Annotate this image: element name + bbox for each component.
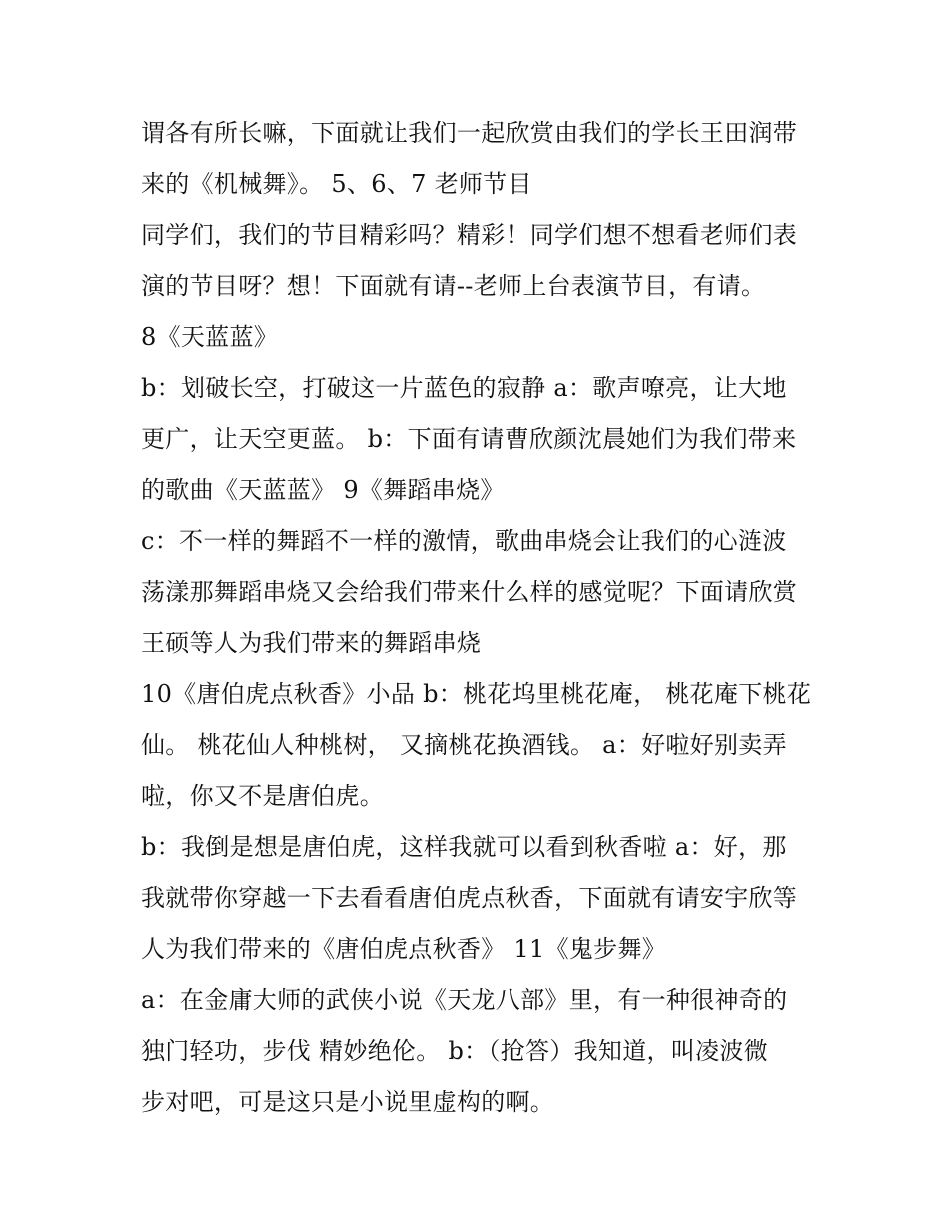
text-line: b：划破长空，打破这一片蓝色的寂静 a：歌声嘹亮，让大地 bbox=[141, 374, 787, 402]
text-line: 仙。 桃花仙人种桃树， 又摘桃花换酒钱。 a：好啦好别卖弄 bbox=[141, 731, 787, 759]
text-line: 独门轻功，步伐 精妙绝伦。 b：（抢答）我知道，叫凌波微 bbox=[141, 1037, 769, 1065]
text-line: 啦，你又不是唐伯虎。 bbox=[141, 782, 384, 810]
text-line: 的歌曲《天蓝蓝》 9《舞蹈串烧》 bbox=[141, 476, 505, 504]
text-line: 10《唐伯虎点秋香》小品 b：桃花坞里桃花庵， 桃花庵下桃花 bbox=[141, 680, 812, 708]
text-line: 我就带你穿越一下去看看唐伯虎点秋香，下面就有请安宇欣等 bbox=[141, 884, 798, 912]
text-line: 步对吧，可是这只是小说里虚构的啊。 bbox=[141, 1088, 555, 1116]
text-line: 更广，让天空更蓝。 b：下面有请曹欣颜沈晨她们为我们带来 bbox=[141, 425, 797, 453]
text-line: 人为我们带来的《唐伯虎点秋香》 11《鬼步舞》 bbox=[141, 935, 667, 963]
text-line: 王硕等人为我们带来的舞蹈串烧 bbox=[141, 629, 482, 657]
text-line: a：在金庸大师的武侠小说《天龙八部》里，有一种很神奇的 bbox=[141, 986, 788, 1014]
text-line: 8《天蓝蓝》 bbox=[141, 323, 279, 351]
text-line: 演的节目呀？想！下面就有请--老师上台表演节目，有请。 bbox=[141, 272, 766, 300]
document-body bbox=[141, 108, 821, 1128]
text-line: 同学们，我们的节目精彩吗？精彩！同学们想不想看老师们表 bbox=[141, 221, 798, 249]
text-line: c：不一样的舞蹈不一样的激情，歌曲串烧会让我们的心涟波 bbox=[141, 527, 787, 555]
text-line: b：我倒是想是唐伯虎，这样我就可以看到秋香啦 a：好，那 bbox=[141, 833, 787, 861]
text-line: 荡漾那舞蹈串烧又会给我们带来什么样的感觉呢？下面请欣赏 bbox=[141, 578, 798, 606]
text-line: 谓各有所长嘛，下面就让我们一起欣赏由我们的学长王田润带 bbox=[141, 119, 798, 147]
text-line: 来的《机械舞》。 5、6、7 老师节目 bbox=[141, 170, 532, 198]
